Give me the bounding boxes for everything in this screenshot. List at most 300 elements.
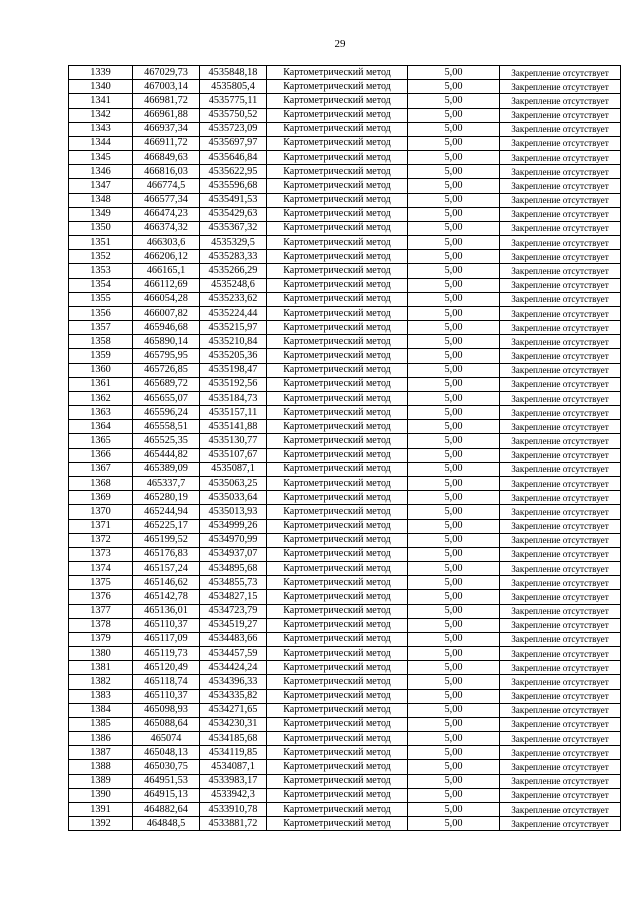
method-cell: Картометрический метод [267,108,408,122]
x-coordinate-cell: 466054,28 [133,292,200,306]
table-row [69,547,621,561]
fixing-note-cell: Закрепление отсутствует [500,321,621,335]
accuracy-cell: 5,00 [408,661,500,675]
table-row [69,321,621,335]
table-row [69,533,621,547]
x-coordinate-cell: 465225,17 [133,519,200,533]
y-coordinate-cell: 4535329,5 [200,236,267,250]
y-coordinate-cell: 4534396,33 [200,675,267,689]
fixing-note-cell: Закрепление отсутствует [500,292,621,306]
method-cell: Картометрический метод [267,632,408,646]
accuracy-cell: 5,00 [408,746,500,760]
accuracy-cell: 5,00 [408,491,500,505]
fixing-note-cell: Закрепление отсутствует [500,335,621,349]
y-coordinate-cell: 4534723,79 [200,604,267,618]
method-cell: Картометрический метод [267,732,408,746]
x-coordinate-cell: 465098,93 [133,703,200,717]
point-number-cell: 1356 [69,306,133,320]
point-number-cell: 1366 [69,448,133,462]
accuracy-cell: 5,00 [408,179,500,193]
point-number-cell: 1345 [69,151,133,165]
x-coordinate-cell: 466577,34 [133,193,200,207]
fixing-note-cell: Закрепление отсутствует [500,221,621,235]
y-coordinate-cell: 4535266,29 [200,264,267,278]
table-row [69,108,621,122]
method-cell: Картометрический метод [267,306,408,320]
method-cell: Картометрический метод [267,717,408,731]
accuracy-cell: 5,00 [408,576,500,590]
method-cell: Картометрический метод [267,122,408,136]
x-coordinate-cell: 465157,24 [133,562,200,576]
accuracy-cell: 5,00 [408,406,500,420]
table-row [69,476,621,490]
accuracy-cell: 5,00 [408,647,500,661]
method-cell: Картометрический метод [267,675,408,689]
y-coordinate-cell: 4535622,95 [200,165,267,179]
method-cell: Картометрический метод [267,802,408,816]
y-coordinate-cell: 4535215,97 [200,321,267,335]
point-number-cell: 1381 [69,661,133,675]
y-coordinate-cell: 4535157,11 [200,406,267,420]
x-coordinate-cell: 465558,51 [133,420,200,434]
table-row [69,292,621,306]
table-row [69,576,621,590]
y-coordinate-cell: 4535063,25 [200,476,267,490]
y-coordinate-cell: 4534335,82 [200,689,267,703]
point-number-cell: 1370 [69,505,133,519]
accuracy-cell: 5,00 [408,193,500,207]
x-coordinate-cell: 466849,63 [133,151,200,165]
x-coordinate-cell: 464915,13 [133,788,200,802]
accuracy-cell: 5,00 [408,122,500,136]
accuracy-cell: 5,00 [408,94,500,108]
method-cell: Картометрический метод [267,746,408,760]
table-row [69,661,621,675]
accuracy-cell: 5,00 [408,675,500,689]
method-cell: Картометрический метод [267,547,408,561]
table-row [69,774,621,788]
method-cell: Картометрический метод [267,80,408,94]
y-coordinate-cell: 4535130,77 [200,434,267,448]
point-number-cell: 1392 [69,817,133,831]
x-coordinate-cell: 466112,69 [133,278,200,292]
accuracy-cell: 5,00 [408,391,500,405]
method-cell: Картометрический метод [267,817,408,831]
method-cell: Картометрический метод [267,618,408,632]
accuracy-cell: 5,00 [408,533,500,547]
y-coordinate-cell: 4535087,1 [200,462,267,476]
x-coordinate-cell: 465199,52 [133,533,200,547]
method-cell: Картометрический метод [267,476,408,490]
y-coordinate-cell: 4535750,52 [200,108,267,122]
method-cell: Картометрический метод [267,788,408,802]
method-cell: Картометрический метод [267,420,408,434]
point-number-cell: 1375 [69,576,133,590]
y-coordinate-cell: 4534855,73 [200,576,267,590]
x-coordinate-cell: 465117,09 [133,632,200,646]
fixing-note-cell: Закрепление отсутствует [500,590,621,604]
method-cell: Картометрический метод [267,236,408,250]
point-number-cell: 1389 [69,774,133,788]
point-number-cell: 1368 [69,476,133,490]
fixing-note-cell: Закрепление отсутствует [500,505,621,519]
point-number-cell: 1369 [69,491,133,505]
method-cell: Картометрический метод [267,562,408,576]
y-coordinate-cell: 4533881,72 [200,817,267,831]
x-coordinate-cell: 466981,72 [133,94,200,108]
point-number-cell: 1380 [69,647,133,661]
method-cell: Картометрический метод [267,207,408,221]
fixing-note-cell: Закрепление отсутствует [500,476,621,490]
table-row [69,66,621,80]
y-coordinate-cell: 4534457,59 [200,647,267,661]
point-number-cell: 1382 [69,675,133,689]
table-row [69,207,621,221]
x-coordinate-cell: 465074 [133,732,200,746]
y-coordinate-cell: 4533942,3 [200,788,267,802]
accuracy-cell: 5,00 [408,434,500,448]
fixing-note-cell: Закрепление отсутствует [500,66,621,80]
y-coordinate-cell: 4535141,88 [200,420,267,434]
x-coordinate-cell: 466816,03 [133,165,200,179]
table-row [69,151,621,165]
table-row [69,363,621,377]
point-number-cell: 1362 [69,391,133,405]
point-number-cell: 1348 [69,193,133,207]
accuracy-cell: 5,00 [408,717,500,731]
accuracy-cell: 5,00 [408,236,500,250]
method-cell: Картометрический метод [267,661,408,675]
x-coordinate-cell: 465176,83 [133,547,200,561]
accuracy-cell: 5,00 [408,590,500,604]
table-row [69,136,621,150]
fixing-note-cell: Закрепление отсутствует [500,94,621,108]
accuracy-cell: 5,00 [408,618,500,632]
table-row [69,675,621,689]
fixing-note-cell: Закрепление отсутствует [500,108,621,122]
fixing-note-cell: Закрепление отсутствует [500,519,621,533]
accuracy-cell: 5,00 [408,547,500,561]
fixing-note-cell: Закрепление отсутствует [500,391,621,405]
fixing-note-cell: Закрепление отсутствует [500,349,621,363]
x-coordinate-cell: 467003,14 [133,80,200,94]
x-coordinate-cell: 465119,73 [133,647,200,661]
coordinates-table-body [69,66,621,831]
x-coordinate-cell: 466937,34 [133,122,200,136]
accuracy-cell: 5,00 [408,519,500,533]
x-coordinate-cell: 466474,23 [133,207,200,221]
method-cell: Картометрический метод [267,250,408,264]
fixing-note-cell: Закрепление отсутствует [500,562,621,576]
accuracy-cell: 5,00 [408,165,500,179]
x-coordinate-cell: 465110,37 [133,618,200,632]
point-number-cell: 1388 [69,760,133,774]
fixing-note-cell: Закрепление отсутствует [500,576,621,590]
x-coordinate-cell: 464951,53 [133,774,200,788]
x-coordinate-cell: 465146,62 [133,576,200,590]
table-row [69,406,621,420]
method-cell: Картометрический метод [267,136,408,150]
method-cell: Картометрический метод [267,604,408,618]
table-row [69,491,621,505]
y-coordinate-cell: 4535805,4 [200,80,267,94]
accuracy-cell: 5,00 [408,151,500,165]
table-row [69,193,621,207]
point-number-cell: 1391 [69,802,133,816]
fixing-note-cell: Закрепление отсутствует [500,491,621,505]
method-cell: Картометрический метод [267,434,408,448]
point-number-cell: 1351 [69,236,133,250]
fixing-note-cell: Закрепление отсутствует [500,207,621,221]
accuracy-cell: 5,00 [408,448,500,462]
table-row [69,448,621,462]
fixing-note-cell: Закрепление отсутствует [500,732,621,746]
x-coordinate-cell: 465337,7 [133,476,200,490]
fixing-note-cell: Закрепление отсутствует [500,647,621,661]
x-coordinate-cell: 465030,75 [133,760,200,774]
fixing-note-cell: Закрепление отсутствует [500,817,621,831]
fixing-note-cell: Закрепление отсутствует [500,774,621,788]
fixing-note-cell: Закрепление отсутствует [500,420,621,434]
accuracy-cell: 5,00 [408,306,500,320]
fixing-note-cell: Закрепление отсутствует [500,80,621,94]
x-coordinate-cell: 467029,73 [133,66,200,80]
accuracy-cell: 5,00 [408,221,500,235]
point-number-cell: 1364 [69,420,133,434]
fixing-note-cell: Закрепление отсутствует [500,306,621,320]
table-row [69,817,621,831]
table-row [69,391,621,405]
point-number-cell: 1386 [69,732,133,746]
accuracy-cell: 5,00 [408,505,500,519]
y-coordinate-cell: 4535367,32 [200,221,267,235]
y-coordinate-cell: 4535596,68 [200,179,267,193]
table-row [69,689,621,703]
fixing-note-cell: Закрепление отсутствует [500,193,621,207]
y-coordinate-cell: 4535233,62 [200,292,267,306]
coordinates-table [68,65,621,831]
fixing-note-cell: Закрепление отсутствует [500,122,621,136]
fixing-note-cell: Закрепление отсутствует [500,802,621,816]
point-number-cell: 1365 [69,434,133,448]
accuracy-cell: 5,00 [408,817,500,831]
fixing-note-cell: Закрепление отсутствует [500,760,621,774]
accuracy-cell: 5,00 [408,292,500,306]
x-coordinate-cell: 465525,35 [133,434,200,448]
fixing-note-cell: Закрепление отсутствует [500,165,621,179]
x-coordinate-cell: 466206,12 [133,250,200,264]
method-cell: Картометрический метод [267,703,408,717]
point-number-cell: 1387 [69,746,133,760]
y-coordinate-cell: 4534119,85 [200,746,267,760]
x-coordinate-cell: 465689,72 [133,377,200,391]
table-row [69,420,621,434]
y-coordinate-cell: 4533910,78 [200,802,267,816]
x-coordinate-cell: 466961,88 [133,108,200,122]
method-cell: Картометрический метод [267,519,408,533]
y-coordinate-cell: 4535646,84 [200,151,267,165]
table-row [69,746,621,760]
y-coordinate-cell: 4535429,63 [200,207,267,221]
table-row [69,562,621,576]
fixing-note-cell: Закрепление отсутствует [500,618,621,632]
x-coordinate-cell: 466165,1 [133,264,200,278]
y-coordinate-cell: 4534087,1 [200,760,267,774]
y-coordinate-cell: 4534937,07 [200,547,267,561]
table-row [69,717,621,731]
table-row [69,165,621,179]
point-number-cell: 1341 [69,94,133,108]
accuracy-cell: 5,00 [408,604,500,618]
fixing-note-cell: Закрепление отсутствует [500,136,621,150]
accuracy-cell: 5,00 [408,278,500,292]
method-cell: Картометрический метод [267,221,408,235]
point-number-cell: 1359 [69,349,133,363]
y-coordinate-cell: 4535775,11 [200,94,267,108]
point-number-cell: 1383 [69,689,133,703]
table-row [69,250,621,264]
method-cell: Картометрический метод [267,292,408,306]
point-number-cell: 1390 [69,788,133,802]
method-cell: Картометрический метод [267,590,408,604]
method-cell: Картометрический метод [267,391,408,405]
accuracy-cell: 5,00 [408,207,500,221]
fixing-note-cell: Закрепление отсутствует [500,533,621,547]
method-cell: Картометрический метод [267,193,408,207]
y-coordinate-cell: 4534271,65 [200,703,267,717]
point-number-cell: 1360 [69,363,133,377]
table-row [69,179,621,193]
method-cell: Картометрический метод [267,576,408,590]
point-number-cell: 1379 [69,632,133,646]
point-number-cell: 1352 [69,250,133,264]
fixing-note-cell: Закрепление отсутствует [500,434,621,448]
y-coordinate-cell: 4534483,66 [200,632,267,646]
point-number-cell: 1340 [69,80,133,94]
accuracy-cell: 5,00 [408,66,500,80]
method-cell: Картометрический метод [267,647,408,661]
fixing-note-cell: Закрепление отсутствует [500,689,621,703]
fixing-note-cell: Закрепление отсутствует [500,406,621,420]
x-coordinate-cell: 466911,72 [133,136,200,150]
y-coordinate-cell: 4534230,31 [200,717,267,731]
x-coordinate-cell: 466303,6 [133,236,200,250]
method-cell: Картометрический метод [267,760,408,774]
table-row [69,519,621,533]
accuracy-cell: 5,00 [408,632,500,646]
point-number-cell: 1344 [69,136,133,150]
point-number-cell: 1373 [69,547,133,561]
point-number-cell: 1358 [69,335,133,349]
table-row [69,632,621,646]
point-number-cell: 1377 [69,604,133,618]
y-coordinate-cell: 4534827,15 [200,590,267,604]
accuracy-cell: 5,00 [408,703,500,717]
accuracy-cell: 5,00 [408,774,500,788]
x-coordinate-cell: 465110,37 [133,689,200,703]
y-coordinate-cell: 4535205,36 [200,349,267,363]
y-coordinate-cell: 4534424,24 [200,661,267,675]
point-number-cell: 1374 [69,562,133,576]
fixing-note-cell: Закрепление отсутствует [500,661,621,675]
point-number-cell: 1343 [69,122,133,136]
method-cell: Картометрический метод [267,363,408,377]
accuracy-cell: 5,00 [408,788,500,802]
table-row [69,236,621,250]
y-coordinate-cell: 4535192,56 [200,377,267,391]
point-number-cell: 1353 [69,264,133,278]
fixing-note-cell: Закрепление отсутствует [500,363,621,377]
fixing-note-cell: Закрепление отсутствует [500,278,621,292]
point-number-cell: 1357 [69,321,133,335]
method-cell: Картометрический метод [267,165,408,179]
method-cell: Картометрический метод [267,151,408,165]
point-number-cell: 1378 [69,618,133,632]
accuracy-cell: 5,00 [408,377,500,391]
y-coordinate-cell: 4535491,53 [200,193,267,207]
method-cell: Картометрический метод [267,335,408,349]
fixing-note-cell: Закрепление отсутствует [500,179,621,193]
x-coordinate-cell: 466007,82 [133,306,200,320]
method-cell: Картометрический метод [267,505,408,519]
x-coordinate-cell: 466774,5 [133,179,200,193]
table-row [69,122,621,136]
y-coordinate-cell: 4534185,68 [200,732,267,746]
fixing-note-cell: Закрепление отсутствует [500,746,621,760]
x-coordinate-cell: 465142,78 [133,590,200,604]
table-row [69,221,621,235]
y-coordinate-cell: 4535013,93 [200,505,267,519]
x-coordinate-cell: 465596,24 [133,406,200,420]
fixing-note-cell: Закрепление отсутствует [500,377,621,391]
table-row [69,760,621,774]
x-coordinate-cell: 464882,64 [133,802,200,816]
method-cell: Картометрический метод [267,278,408,292]
table-row [69,94,621,108]
accuracy-cell: 5,00 [408,321,500,335]
fixing-note-cell: Закрепление отсутствует [500,604,621,618]
fixing-note-cell: Закрепление отсутствует [500,236,621,250]
fixing-note-cell: Закрепление отсутствует [500,151,621,165]
x-coordinate-cell: 465444,82 [133,448,200,462]
method-cell: Картометрический метод [267,377,408,391]
accuracy-cell: 5,00 [408,420,500,434]
point-number-cell: 1354 [69,278,133,292]
fixing-note-cell: Закрепление отсутствует [500,675,621,689]
fixing-note-cell: Закрепление отсутствует [500,703,621,717]
method-cell: Картометрический метод [267,264,408,278]
point-number-cell: 1367 [69,462,133,476]
x-coordinate-cell: 465280,19 [133,491,200,505]
method-cell: Картометрический метод [267,491,408,505]
y-coordinate-cell: 4535697,97 [200,136,267,150]
x-coordinate-cell: 465946,68 [133,321,200,335]
point-number-cell: 1361 [69,377,133,391]
method-cell: Картометрический метод [267,774,408,788]
y-coordinate-cell: 4535210,84 [200,335,267,349]
accuracy-cell: 5,00 [408,462,500,476]
x-coordinate-cell: 465795,95 [133,349,200,363]
accuracy-cell: 5,00 [408,108,500,122]
fixing-note-cell: Закрепление отсутствует [500,547,621,561]
x-coordinate-cell: 465048,13 [133,746,200,760]
table-row [69,462,621,476]
method-cell: Картометрический метод [267,462,408,476]
y-coordinate-cell: 4535224,44 [200,306,267,320]
y-coordinate-cell: 4533983,17 [200,774,267,788]
accuracy-cell: 5,00 [408,562,500,576]
accuracy-cell: 5,00 [408,476,500,490]
